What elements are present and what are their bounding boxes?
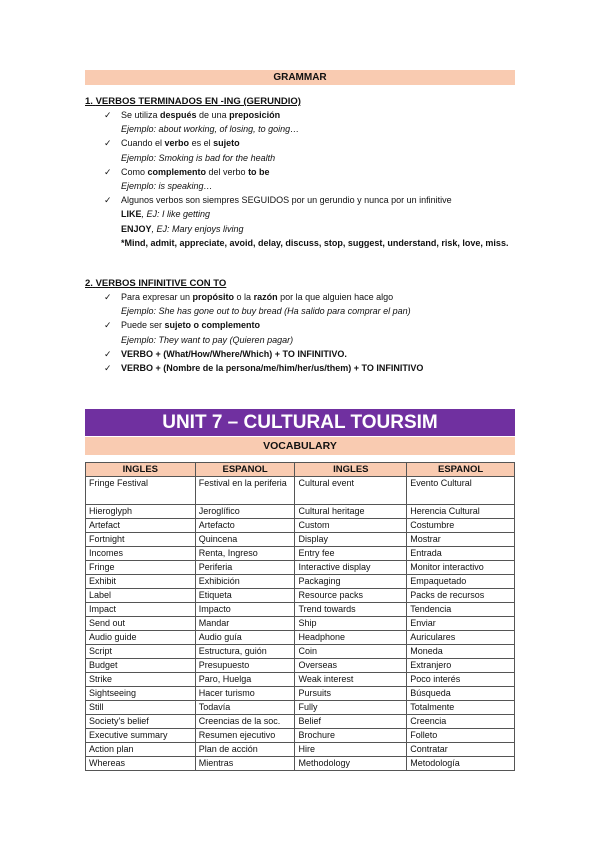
table-cell: Headphone [295, 631, 407, 645]
check-icon: ✓ [104, 166, 112, 177]
table-cell: Fringe Festival [86, 477, 196, 505]
table-cell: Exhibición [195, 575, 295, 589]
item-text: Para expresar un [121, 292, 193, 302]
table-cell: Display [295, 533, 407, 547]
table-cell: Still [86, 701, 196, 715]
table-cell: Poco interés [407, 673, 515, 687]
table-cell: Belief [295, 715, 407, 729]
item-bold: razón [253, 292, 278, 302]
table-cell: Extranjero [407, 659, 515, 673]
table-cell: Creencia [407, 715, 515, 729]
table-cell: Packaging [295, 575, 407, 589]
table-row [86, 519, 515, 533]
item-text: Cuando el [121, 138, 165, 149]
table-cell: Packs de recursos [407, 589, 515, 603]
item-text: Puede ser [121, 320, 165, 331]
table-cell: Folleto [407, 729, 515, 743]
check-icon: ✓ [104, 292, 112, 302]
table-cell: Fully [295, 701, 407, 715]
table-row [86, 561, 515, 575]
table-cell: Estructura, guión [195, 645, 295, 659]
item-text: Algunos verbos son siempres SEGUIDOS por un gerundio y nunca por un infinitive [121, 195, 452, 206]
table-cell: Cultural heritage [295, 505, 407, 519]
list-item [104, 193, 524, 207]
item-text: Como [121, 166, 148, 177]
table-cell: Audio guía [195, 631, 295, 645]
list-item [104, 136, 524, 150]
table-cell: Incomes [86, 547, 196, 561]
example-text: Ejemplo: She has gone out to buy bread (Ha salido para comprar el pan) [121, 306, 411, 317]
check-icon: ✓ [104, 138, 112, 149]
item-bold: VERBO + (What/How/Where/Which) + TO INFINITIVO. [121, 348, 347, 359]
example-text: Ejemplo: They want to pay (Quieren pagar) [121, 334, 294, 345]
table-cell: Brochure [295, 729, 407, 743]
item-text: es el [189, 138, 214, 149]
table-row [86, 659, 515, 673]
table-cell: Costumbre [407, 519, 515, 533]
table-cell: Tendencia [407, 603, 515, 617]
verb-keyword: LIKE [121, 209, 142, 220]
table-header-row [86, 463, 515, 477]
table-row [86, 729, 515, 743]
table-cell: Action plan [86, 743, 196, 757]
table-cell: Periferia [195, 561, 295, 575]
example-like [104, 207, 524, 221]
table-cell: Pursuits [295, 687, 407, 701]
item-bold: sujeto [213, 138, 240, 149]
item-bold: complemento [147, 166, 207, 177]
section-1-heading: VERBOS TERMINADOS EN -ING (GERUNDIO) [95, 96, 301, 107]
item-bold: propósito [192, 292, 235, 302]
table-cell: Fringe [86, 561, 196, 575]
section-1-number: 1. [85, 96, 93, 107]
verb-example: , EJ: Mary enjoys living [151, 223, 244, 234]
section-2-number: 2. [85, 278, 93, 289]
table-cell: Monitor interactivo [407, 561, 515, 575]
example-text: Ejemplo: is speaking… [121, 181, 213, 192]
table-cell: Send out [86, 617, 196, 631]
table-cell: Artefacto [195, 519, 295, 533]
table-cell: Budget [86, 659, 196, 673]
table-cell: Enviar [407, 617, 515, 631]
column-header: ESPANOL [195, 463, 295, 477]
table-cell: Mandar [195, 617, 295, 631]
list-item [104, 318, 524, 332]
table-cell: Contratar [407, 743, 515, 757]
column-header: INGLES [295, 463, 407, 477]
example-enjoy [104, 222, 524, 236]
table-cell: Exhibit [86, 575, 196, 589]
table-cell: Herencia Cultural [407, 505, 515, 519]
table-row [86, 687, 515, 701]
vocabulary-table [85, 462, 515, 771]
table-row [86, 743, 515, 757]
table-row [86, 589, 515, 603]
table-cell: Ship [295, 617, 407, 631]
table-cell: Todavía [195, 701, 295, 715]
example-text: Ejemplo: Smoking is bad for the health [121, 152, 276, 163]
vocabulary-header: VOCABULARY [85, 437, 515, 455]
table-cell: Custom [295, 519, 407, 533]
table-cell: Auriculares [407, 631, 515, 645]
table-cell: Creencias de la soc. [195, 715, 295, 729]
table-cell: Interactive display [295, 561, 407, 575]
item-text: de una [196, 110, 230, 120]
table-cell: Overseas [295, 659, 407, 673]
item-bold: sujeto o complemento [164, 320, 261, 331]
table-cell: Renta, Ingreso [195, 547, 295, 561]
table-cell: Whereas [86, 757, 196, 771]
check-icon: ✓ [104, 348, 112, 359]
item-bold: to be [248, 166, 270, 177]
table-row [86, 505, 515, 519]
section-2-heading: VERBOS INFINITIVE CON TO [95, 278, 227, 289]
example-text: Ejemplo: about working, of losing, to going… [121, 124, 300, 135]
table-cell: Jeroglífico [195, 505, 295, 519]
table-cell: Evento Cultural [407, 477, 515, 505]
table-cell: Mostrar [407, 533, 515, 547]
table-row [86, 547, 515, 561]
table-row [86, 673, 515, 687]
table-cell: Impacto [195, 603, 295, 617]
item-bold: después [160, 110, 197, 120]
table-cell: Sightseeing [86, 687, 196, 701]
table-cell: Mientras [195, 757, 295, 771]
table-cell: Metodología [407, 757, 515, 771]
table-row [86, 477, 515, 505]
table-cell: Hacer turismo [195, 687, 295, 701]
check-icon: ✓ [104, 320, 112, 331]
table-cell: Presupuesto [195, 659, 295, 673]
item-text: o la [234, 292, 254, 302]
section-2-list [104, 290, 524, 375]
table-cell: Quincena [195, 533, 295, 547]
table-cell: Impact [86, 603, 196, 617]
list-item [104, 165, 524, 179]
unit-title-banner: UNIT 7 – CULTURAL TOURSIM [85, 409, 515, 436]
table-row [86, 617, 515, 631]
table-cell: Label [86, 589, 196, 603]
table-cell: Plan de acción [195, 743, 295, 757]
check-icon: ✓ [104, 110, 112, 120]
table-cell: Trend towards [295, 603, 407, 617]
table-cell: Festival en la periferia [195, 477, 295, 505]
item-text: del verbo [206, 166, 249, 177]
item-bold: preposición [229, 110, 281, 120]
item-text: por la que alguien hace algo [277, 292, 394, 302]
verb-list-note: *Mind, admit, appreciate, avoid, delay, discuss, stop, suggest, understand, risk, love, miss. [121, 237, 509, 248]
table-cell: Audio guide [86, 631, 196, 645]
table-cell: Entrada [407, 547, 515, 561]
list-item [104, 108, 524, 122]
table-cell: Hire [295, 743, 407, 757]
table-cell: Etiqueta [195, 589, 295, 603]
column-header: INGLES [86, 463, 196, 477]
table-cell: Paro, Huelga [195, 673, 295, 687]
section-1-list [104, 108, 524, 250]
check-icon: ✓ [104, 195, 112, 206]
table-cell: Empaquetado [407, 575, 515, 589]
column-header: ESPANOL [407, 463, 515, 477]
list-item [104, 290, 524, 304]
section-1-title [85, 96, 301, 107]
table-cell: Weak interest [295, 673, 407, 687]
table-cell: Búsqueda [407, 687, 515, 701]
table-cell: Society's belief [86, 715, 196, 729]
table-cell: Executive summary [86, 729, 196, 743]
section-2-title [85, 278, 226, 289]
table-row [86, 701, 515, 715]
check-icon: ✓ [104, 363, 112, 374]
verb-example: , EJ: I like getting [141, 209, 211, 220]
table-cell: Methodology [295, 757, 407, 771]
list-item [104, 347, 524, 361]
table-row [86, 575, 515, 589]
table-row [86, 757, 515, 771]
grammar-header: GRAMMAR [85, 70, 515, 85]
table-cell: Script [86, 645, 196, 659]
table-cell: Entry fee [295, 547, 407, 561]
item-bold: VERBO + (Nombre de la persona/me/him/her/us/them) + TO INFINITIVO [121, 363, 424, 374]
table-row [86, 631, 515, 645]
list-item [104, 361, 524, 375]
table-cell: Coin [295, 645, 407, 659]
table-cell: Cultural event [295, 477, 407, 505]
verb-keyword: ENJOY [121, 223, 152, 234]
table-cell: Resource packs [295, 589, 407, 603]
item-bold: verbo [164, 138, 190, 149]
table-cell: Artefact [86, 519, 196, 533]
table-cell: Totalmente [407, 701, 515, 715]
table-cell: Fortnight [86, 533, 196, 547]
table-row [86, 533, 515, 547]
table-cell: Resumen ejecutivo [195, 729, 295, 743]
table-row [86, 645, 515, 659]
table-cell: Strike [86, 673, 196, 687]
table-cell: Moneda [407, 645, 515, 659]
table-cell: Hieroglyph [86, 505, 196, 519]
item-text: Se utiliza [121, 110, 161, 120]
table-row [86, 715, 515, 729]
table-row [86, 603, 515, 617]
